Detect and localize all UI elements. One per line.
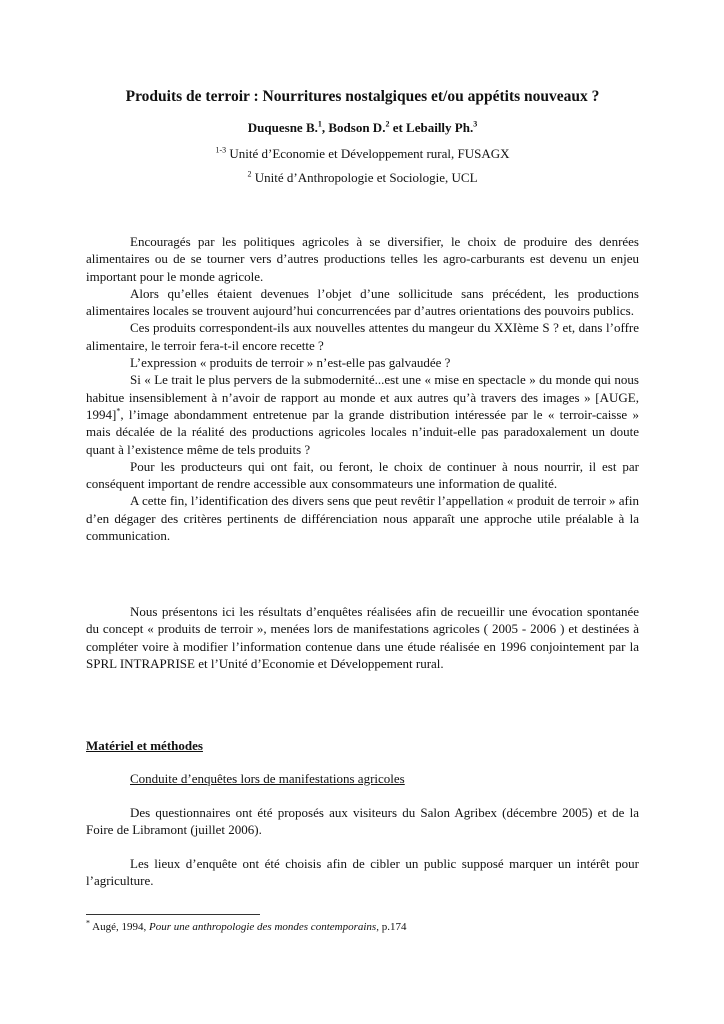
author-line (86, 120, 639, 136)
footnote (86, 918, 407, 933)
paragraph: A cette fin, l’identification des divers sens que peut revêtir l’appellation « produit de terroir » afin d’en dégager des critères pertinents de différenciation nous apparaît une approche utile préalable à la communication. (86, 493, 639, 544)
paragraph: Les lieux d’enquête ont été choisis afin de cibler un public supposé marquer un intérêt pour l’agriculture. (86, 856, 639, 889)
author-1: Duquesne B. (247, 120, 318, 135)
paragraph: Encouragés par les politiques agricoles à se diversifier, le choix de produire des denrées alimentaires ou de se tourner vers d’autres productions telles les agro-carburants est devenu un enjeu important pour le monde agricole. (86, 234, 639, 284)
footnote-prefix: Augé, 1994, (90, 921, 149, 933)
section-heading: Matériel et méthodes (86, 738, 203, 753)
subsection-heading: Conduite d’enquêtes lors de manifestations agricoles (130, 771, 405, 786)
affiliation-2 (86, 170, 639, 186)
author-1-sup: 1 (317, 119, 322, 129)
affiliation-2-sup: 2 (247, 169, 252, 179)
quote-text: Si « Le trait le plus pervers de la submodernité...est une « mise en spectacle » du monde qui nous habitue insensiblement à n’avoir de rapport au monde et aux autres qu’à travers des images » [AUGE, 1994] (86, 372, 639, 422)
footnote-rule (86, 914, 260, 915)
footnote-title: Pour une anthropologie des mondes contemporains (148, 921, 377, 933)
footnote-ref: * (116, 406, 121, 416)
author-3-sup: 3 (473, 119, 478, 129)
methods-paragraph-2 (86, 855, 639, 890)
introduction-block (86, 233, 639, 544)
paragraph: Alors qu’elles étaient devenues l’objet d’une sollicitude sans précédent, les productions alimentaires locales se trouvent aujourd’hui concurrencées par d’autres orientations des pouvoirs publics. (86, 285, 639, 319)
affiliation-1 (86, 146, 639, 162)
quote-continuation: , l’image abondamment entretenue par la grande distribution intéressée par le « terroir-caisse » mais décalée de la réalité des productions agricoles locales n’induit-elle pas paradoxalement un doute quant à l’existence même de tels produits ? (86, 406, 639, 457)
author-3: et Lebailly Ph. (389, 120, 474, 135)
paragraph: Des questionnaires ont été proposés aux visiteurs du Salon Agribex (décembre 2005) et de la Foire de Libramont (juillet 2006). (86, 805, 639, 838)
affiliation-1-sup: 1-3 (215, 145, 227, 155)
methods-paragraph-1 (86, 804, 639, 839)
author-2-sup: 2 (385, 119, 390, 129)
paragraph: Pour les producteurs qui ont fait, ou feront, le choix de continuer à nous nourrir, il est par conséquent important de rendre accessible aux consommateurs une information de qualité. (86, 458, 639, 492)
footnote-mark: * (86, 918, 90, 928)
paragraph-with-footnote (86, 371, 639, 457)
affiliation-2-text: Unité d’Anthropologie et Sociologie, UCL (251, 170, 478, 185)
paragraph: Nous présentons ici les résultats d’enquêtes réalisées afin de recueillir une évocation spontanée du concept « produits de terroir », menées lors de manifestations agricoles ( 2005 - 2006 ) et destinées à compléter voire à modifier l’information contenue dans une étude réalisée en 1996 conjointement par la SPRL INTRAPRISE et l’Unité d’Economie et Développement rural. (86, 604, 639, 671)
paragraph: L’expression « produits de terroir » n’est-elle pas galvaudée ? (130, 355, 451, 371)
paragraph: Ces produits correspondent-ils aux nouvelles attentes du mangeur du XXIème S ? et, dans l’offre alimentaire, le terroir fera-t-il encore recette ? (86, 320, 639, 353)
paper-title: Produits de terroir : Nourritures nostalgiques et/ou appétits nouveaux ? (125, 88, 600, 105)
presentation-block (86, 603, 639, 672)
affiliation-1-text: Unité d’Economie et Développement rural, FUSAGX (226, 146, 510, 161)
author-2: , Bodson D. (321, 120, 386, 135)
footnote-suffix: , p.174 (376, 921, 407, 933)
